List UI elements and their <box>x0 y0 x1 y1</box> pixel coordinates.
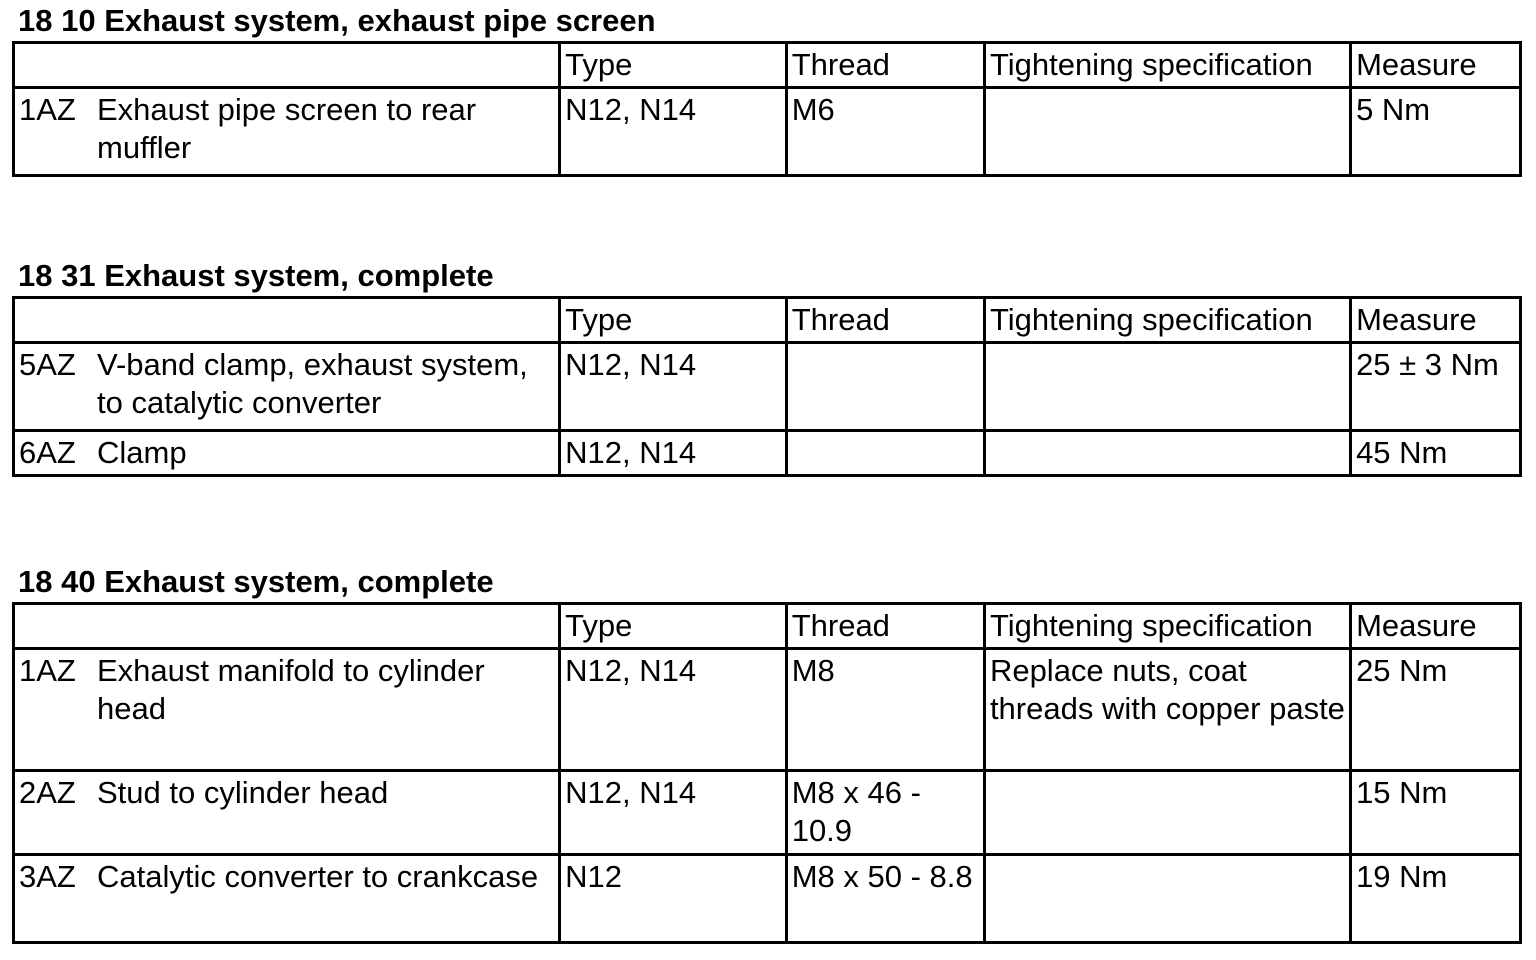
header-spec: Tightening specification <box>984 298 1350 343</box>
table-row <box>14 88 1521 176</box>
description-cell <box>14 343 560 431</box>
thread-cell <box>786 431 984 476</box>
header-type: Type <box>560 604 787 649</box>
header-type: Type <box>560 43 787 88</box>
header-type: Type <box>560 298 787 343</box>
measure-cell: 15 Nm <box>1351 771 1521 855</box>
row-code: 5AZ <box>19 347 76 382</box>
table-header-row <box>14 604 1521 649</box>
thread-cell <box>786 343 984 431</box>
thread-cell: M8 x 46 - 10.9 <box>786 771 984 855</box>
header-spec: Tightening specification <box>984 604 1350 649</box>
header-description <box>14 298 560 343</box>
table-row <box>14 343 1521 431</box>
measure-cell: 25 ± 3 Nm <box>1351 343 1521 431</box>
header-thread: Thread <box>786 604 984 649</box>
description-cell <box>14 649 560 771</box>
thread-cell: M8 <box>786 649 984 771</box>
spec-table <box>12 602 1522 944</box>
section-title: 18 10 Exhaust system, exhaust pipe screen <box>18 3 656 38</box>
thread-cell: M8 x 50 - 8.8 <box>786 855 984 943</box>
section-18-40 <box>12 565 1522 944</box>
table-row <box>14 649 1521 771</box>
spec-cell <box>984 855 1350 943</box>
table-row <box>14 771 1521 855</box>
section-18-31 <box>12 259 1522 477</box>
description-cell <box>14 855 560 943</box>
row-description: Clamp <box>97 435 187 470</box>
thread-cell: M6 <box>786 88 984 176</box>
row-description: Stud to cylinder head <box>97 775 389 810</box>
table-row <box>14 431 1521 476</box>
type-cell: N12, N14 <box>560 649 787 771</box>
header-spec: Tightening specification <box>984 43 1350 88</box>
measure-cell: 25 Nm <box>1351 649 1521 771</box>
description-cell <box>14 771 560 855</box>
row-code: 2AZ <box>19 775 76 810</box>
spec-cell <box>984 431 1350 476</box>
header-measure: Measure <box>1351 43 1521 88</box>
spec-table <box>12 41 1522 177</box>
measure-cell: 5 Nm <box>1351 88 1521 176</box>
spec-cell <box>984 343 1350 431</box>
spec-cell <box>984 771 1350 855</box>
spec-cell: Replace nuts, coat threads with copper paste <box>984 649 1350 771</box>
spec-table <box>12 296 1522 477</box>
description-cell <box>14 88 560 176</box>
row-description: Exhaust manifold to cylinder head <box>97 653 485 726</box>
header-description <box>14 43 560 88</box>
type-cell: N12 <box>560 855 787 943</box>
row-code: 3AZ <box>19 859 76 894</box>
header-description <box>14 604 560 649</box>
header-thread: Thread <box>786 43 984 88</box>
row-code: 1AZ <box>19 92 76 127</box>
table-header-row <box>14 43 1521 88</box>
section-title: 18 31 Exhaust system, complete <box>18 258 494 293</box>
row-code: 1AZ <box>19 653 76 688</box>
table-row <box>14 855 1521 943</box>
type-cell: N12, N14 <box>560 343 787 431</box>
header-measure: Measure <box>1351 298 1521 343</box>
description-cell <box>14 431 560 476</box>
row-code: 6AZ <box>19 435 76 470</box>
measure-cell: 45 Nm <box>1351 431 1521 476</box>
measure-cell: 19 Nm <box>1351 855 1521 943</box>
type-cell: N12, N14 <box>560 88 787 176</box>
header-measure: Measure <box>1351 604 1521 649</box>
section-title: 18 40 Exhaust system, complete <box>18 564 494 599</box>
header-thread: Thread <box>786 298 984 343</box>
type-cell: N12, N14 <box>560 771 787 855</box>
section-18-10 <box>12 4 1522 177</box>
row-description: Catalytic converter to crankcase <box>97 859 539 894</box>
spec-cell <box>984 88 1350 176</box>
row-description: Exhaust pipe screen to rear muffler <box>97 92 477 165</box>
table-header-row <box>14 298 1521 343</box>
type-cell: N12, N14 <box>560 431 787 476</box>
row-description: V-band clamp, exhaust system, to catalytic converter <box>97 347 528 420</box>
